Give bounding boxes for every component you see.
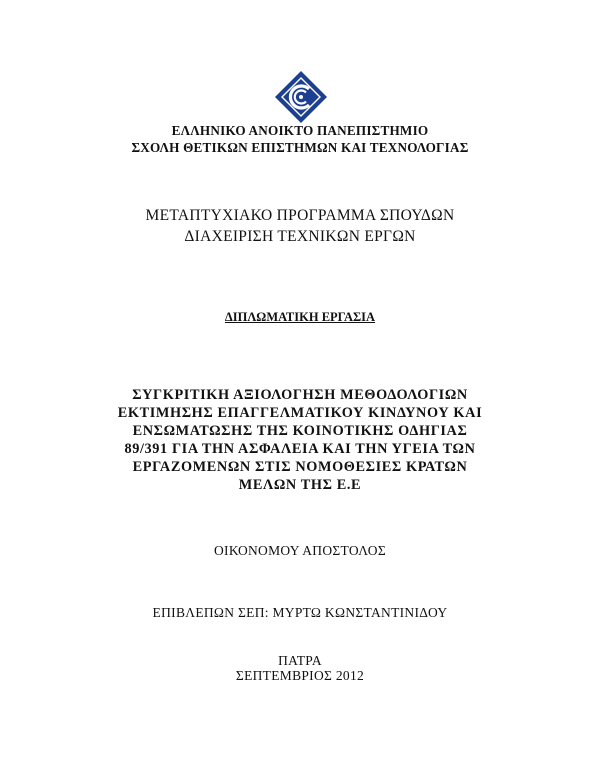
program-track: ΔΙΑΧΕΙΡΙΣΗ ΤΕΧΝΙΚΩΝ ΕΡΓΩΝ xyxy=(184,228,416,245)
school-name: ΣΧΟΛΗ ΘΕΤΙΚΩΝ ΕΠΙΣΤΗΜΩΝ ΚΑΙ ΤΕΧΝΟΛΟΓΙΑΣ xyxy=(131,140,469,155)
thesis-title-line: ΕΝΣΩΜΑΤΩΣΗΣ ΤΗΣ ΚΟΙΝΟΤΙΚΗΣ ΟΔΗΓΙΑΣ xyxy=(132,423,468,439)
document-type: ΔΙΠΛΩΜΑΤΙΚΗ ΕΡΓΑΣΙΑ xyxy=(224,310,376,324)
thesis-title-line: ΕΡΓΑΖΟΜΕΝΩΝ ΣΤΙΣ ΝΟΜΟΘΕΣΙΕΣ ΚΡΑΤΩΝ xyxy=(132,459,468,475)
thesis-title-line: ΣΥΓΚΡΙΤΙΚΗ ΑΞΙΟΛΟΓΗΣΗ ΜΕΘΟΔΟΛΟΓΙΩΝ xyxy=(132,387,468,403)
place: ΠΑΤΡΑ xyxy=(278,653,322,668)
program-name: ΜΕΤΑΠΤΥΧΙΑΚΟ ΠΡΟΓΡΑΜΜΑ ΣΠΟΥΔΩΝ xyxy=(145,207,455,224)
supervisor: ΕΠΙΒΛΕΠΩΝ ΣΕΠ: ΜΥΡΤΩ ΚΩΝΣΤΑΝΤΙΝΙΔΟΥ xyxy=(152,605,448,620)
university-logo-icon xyxy=(275,71,327,123)
thesis-title-line: ΜΕΛΩΝ ΤΗΣ Ε.Ε xyxy=(238,477,362,493)
author-name: ΟΙΚΟΝΟΜΟΥ ΑΠΟΣΤΟΛΟΣ xyxy=(213,543,387,558)
university-name: ΕΛΛΗΝΙΚΟ ΑΝΟΙΚΤΟ ΠΑΝΕΠΙΣΤΗΜΙΟ xyxy=(171,123,429,138)
date: ΣΕΠΤΕΜΒΡΙΟΣ 2012 xyxy=(235,668,365,683)
thesis-title-line: 89/391 ΓΙΑ ΤΗΝ ΑΣΦΑΛΕΙΑ ΚΑΙ ΤΗΝ ΥΓΕΙΑ ΤΩΝ xyxy=(124,441,476,457)
thesis-title-line: ΕΚΤΙΜΗΣΗΣ ΕΠΑΓΓΕΛΜΑΤΙΚΟΥ ΚΙΝΔΥΝΟΥ ΚΑΙ xyxy=(117,405,483,421)
